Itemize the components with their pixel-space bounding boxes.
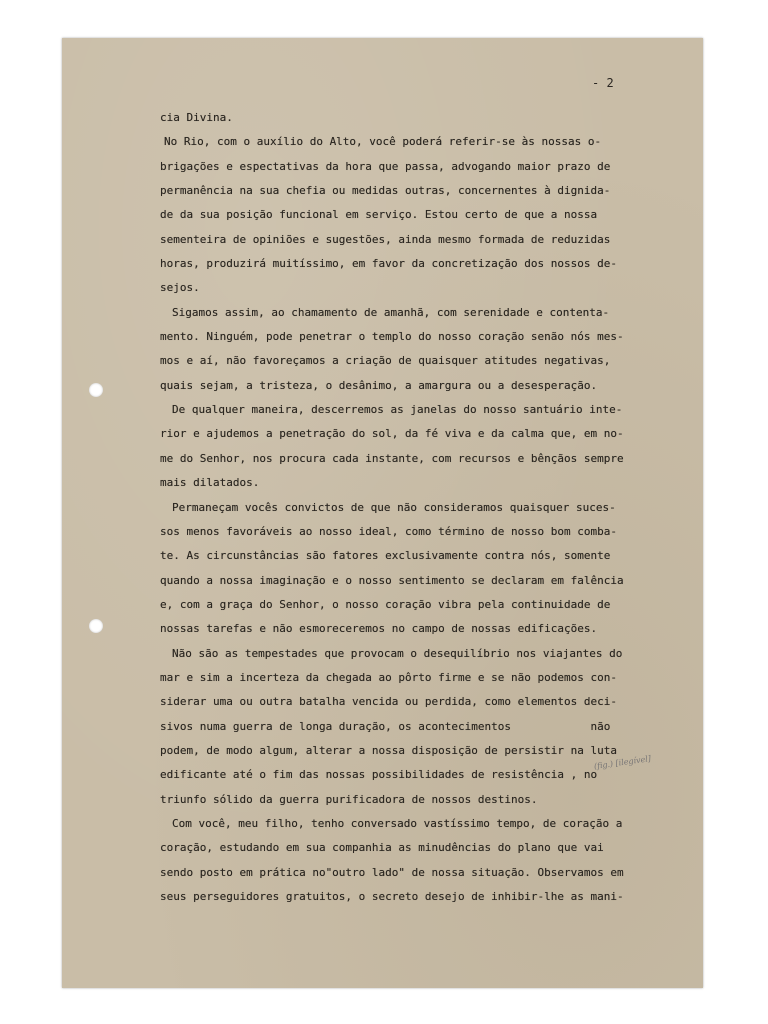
text-line: rior e ajudemos a penetração do sol, da fé viva e da calma que, em no- — [160, 427, 624, 441]
text-line: cia Divina. — [160, 111, 233, 124]
text-line: quando a nossa imaginação e o nosso sentimento se declaram em falência — [160, 573, 624, 587]
text-line: permanência na sua chefia ou medidas outras, concernentes à dignida- — [160, 184, 611, 198]
text-line: Com você, meu filho, tenho conversado vastíssimo tempo, de coração a — [172, 816, 623, 830]
text-line: Sigamos assim, ao chamamento de amanhã, com serenidade e contenta- — [172, 305, 610, 319]
text-line: Permaneçam vocês convictos de que não consideramos quaisquer suces- — [172, 500, 616, 514]
handwritten-margin-note: (fig.) [ilegível] — [593, 754, 652, 771]
text-line: te. As circunstâncias são fatores exclusivamente contra nós, somente — [160, 549, 611, 563]
text-line: nossas tarefas e não esmoreceremos no campo de nossas edificações. — [160, 622, 598, 636]
text-line: sejos. — [160, 281, 200, 295]
text-line: siderar uma ou outra batalha vencida ou perdida, como elementos deci- — [160, 695, 617, 709]
text-line: sementeira de opiniões e sugestões, ainda mesmo formada de reduzidas — [160, 232, 611, 246]
paragraph — [160, 398, 680, 495]
paragraph — [160, 496, 680, 642]
paragraph — [160, 106, 680, 130]
text-line: horas, produzirá muitíssimo, em favor da concretização dos nossos de- — [160, 257, 617, 271]
text-line: coração, estudando em sua companhia as minudências do plano que vai — [160, 841, 604, 855]
text-line: podem, de modo algum, alterar a nossa disposição de persistir na luta — [160, 743, 617, 757]
text-line: seus perseguidores gratuitos, o secreto desejo de inhibir-lhe as mani- — [160, 890, 624, 903]
text-line: triunfo sólido da guerra purificadora de nossos destinos. — [160, 792, 538, 806]
text-line: quais sejam, a tristeza, o desânimo, a amargura ou a desesperação. — [160, 378, 598, 392]
paragraph — [160, 812, 680, 909]
typed-letter-body — [160, 106, 680, 909]
text-line: me do Senhor, nos procura cada instante, com recursos e bênçãos sempre — [160, 451, 624, 465]
text-line: sendo posto em prática no"outro lado" de nossa situação. Observamos em — [160, 865, 624, 879]
punch-hole-top — [89, 383, 103, 397]
text-line: sivos numa guerra de longa duração, os acontecimentos não — [160, 719, 611, 733]
paragraph — [160, 130, 680, 300]
text-line: sos menos favoráveis ao nosso ideal, como término de nosso bom comba- — [160, 524, 617, 538]
text-line: e, com a graça do Senhor, o nosso coração vibra pela continuidade de — [160, 597, 611, 611]
punch-hole-bottom — [89, 619, 103, 633]
text-line: de da sua posição funcional em serviço. Estou certo de que a nossa — [160, 208, 598, 222]
text-line: Não são as tempestades que provocam o desequilíbrio nos viajantes do — [172, 646, 623, 660]
page-number: - 2 — [592, 76, 614, 90]
text-line: brigações e espectativas da hora que passa, advogando maior prazo de — [160, 159, 611, 173]
text-line: De qualquer maneira, descerremos as janelas do nosso santuário inte- — [172, 403, 623, 417]
paragraph — [160, 301, 680, 398]
document-page — [62, 38, 703, 988]
text-line: mais dilatados. — [160, 476, 260, 490]
text-line: No Rio, com o auxílio do Alto, você poderá referir-se às nossas o- — [164, 135, 602, 149]
text-line: mento. Ninguém, pode penetrar o templo do nosso coração senão nós mes- — [160, 330, 624, 344]
text-line: mos e aí, não favoreçamos a criação de quaisquer atitudes negativas, — [160, 354, 611, 368]
text-line: edificante até o fim das nossas possibilidades de resistência , no — [160, 768, 598, 782]
paragraph — [160, 642, 680, 812]
text-line: mar e sim a incerteza da chegada ao pôrto firme e se não podemos con- — [160, 670, 617, 684]
